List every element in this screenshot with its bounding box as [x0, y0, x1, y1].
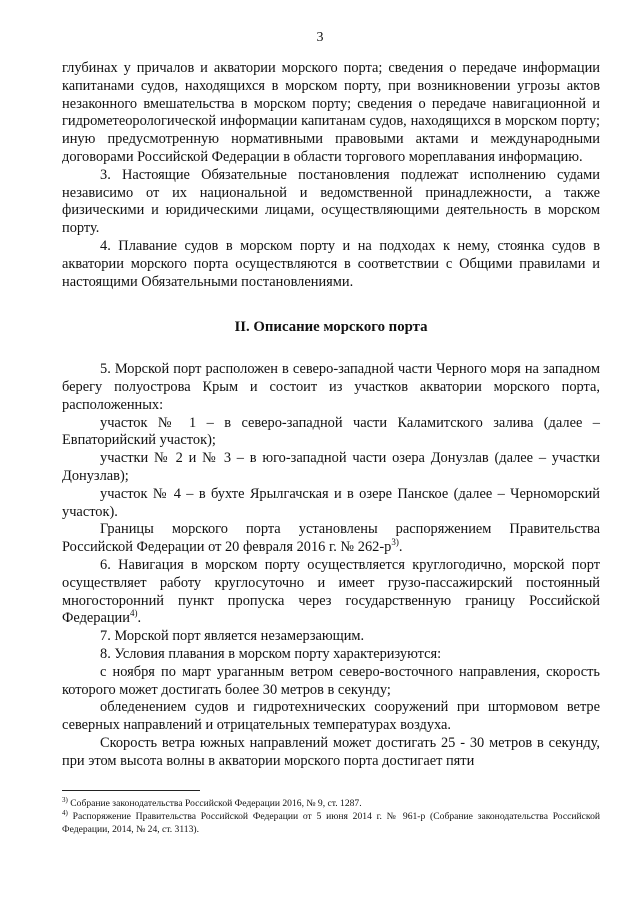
paragraph-5-item-2: участки № 2 и № 3 – в юго-западной части озера Донузлав (далее – участки Донузлав);	[62, 450, 600, 484]
paragraph-3: 3. Настоящие Обязательные постановления подлежат исполнению судами независимо от их национальной и ведомственной принадлежности, а также физическими и юридическими лицами, осуществляющими деятельность в морском порту.	[62, 166, 600, 237]
footnote-ref-3: 3)	[391, 537, 399, 548]
footnote-divider	[62, 790, 200, 791]
footnote-text: Распоряжение Правительства Российской Федерации от 5 июня 2014 г. № 961-р (Собрание законодательства Российской Федерации, 2014, № 24, ст. 3113).	[62, 811, 600, 835]
paragraph-8-item-1: с ноября по март ураганным ветром северо-восточного направления, скорость которого может достигать более 30 метров в секунду;	[62, 663, 600, 698]
boundaries-end: .	[398, 539, 403, 556]
paragraph-port-boundaries	[62, 521, 600, 557]
paragraph-8-wind: Скорость ветра южных направлений может достигать 25 - 30 метров в секунду, при этом высота волны в акватории морского порта достигает пяти	[62, 734, 600, 769]
paragraph-5-item-3: участок № 4 – в бухте Ярылгачская и в озере Панское (далее – Черноморский участок).	[62, 485, 600, 520]
navigation-end: .	[137, 610, 142, 627]
paragraph-5: 5. Морской порт расположен в северо-западной части Черного моря на западном берегу полуострова Крым и состоит из участков акватории морского порта, расположенных:	[62, 361, 600, 413]
paragraph-8: 8. Условия плавания в морском порту характеризуются:	[100, 645, 442, 662]
footnotes	[62, 797, 600, 836]
section-heading: II. Описание морского порта	[234, 319, 428, 336]
paragraph-8-item-2: обледенением судов и гидротехнических сооружений при штормовом ветре северных направлений и отрицательных температурах воздуха.	[62, 699, 600, 734]
footnote-ref-4: 4)	[129, 608, 138, 619]
paragraph-6	[62, 557, 600, 628]
footnote-mark: 4)	[62, 809, 68, 817]
footnote-4	[62, 810, 600, 836]
paragraph-continuation: глубинах у причалов и акватории морского порта; сведения о передаче информации капитанами судов, находящихся в морском порту, при возникновении угрозы актов незаконного вмешательства в морском порту; сведения о передаче навигационной и гидрометеорологической информации капитанам судов, находящихся в морском порту; иную предусмотренную нормативными правовыми актами и международными договорами Российской Федерации в области торгового мореплавания информацию.	[62, 60, 600, 165]
paragraph-5-item-1: участок № 1 – в северо-западной части Каламитского залива (далее – Евпаторийский участок);	[62, 414, 600, 449]
document-body	[62, 60, 600, 770]
boundaries-text: Границы морского порта установлены распоряжением Правительства Российской Федерации от 20 февраля 2016 г. № 262-р	[62, 521, 600, 556]
footnote-3	[62, 797, 600, 810]
navigation-text: 6. Навигация в морском порту осуществляется круглогодично, морской порт осуществляет работу круглосуточно и имеет грузо-пассажирский постоянный многосторонний пункт пропуска через государственную границу Российской Федерации	[62, 556, 600, 627]
page-number: 3	[316, 30, 324, 45]
paragraph-7: 7. Морской порт является незамерзающим.	[100, 628, 365, 645]
footnote-mark: 3)	[62, 796, 68, 804]
footnote-text: Собрание законодательства Российской Федерации 2016, № 9, ст. 1287.	[70, 798, 362, 809]
paragraph-4: 4. Плавание судов в морском порту и на подходах к нему, стоянка судов в акватории морского порта осуществляются в соответствии с Общими правилами и настоящими Обязательными постановлениями.	[62, 237, 600, 290]
